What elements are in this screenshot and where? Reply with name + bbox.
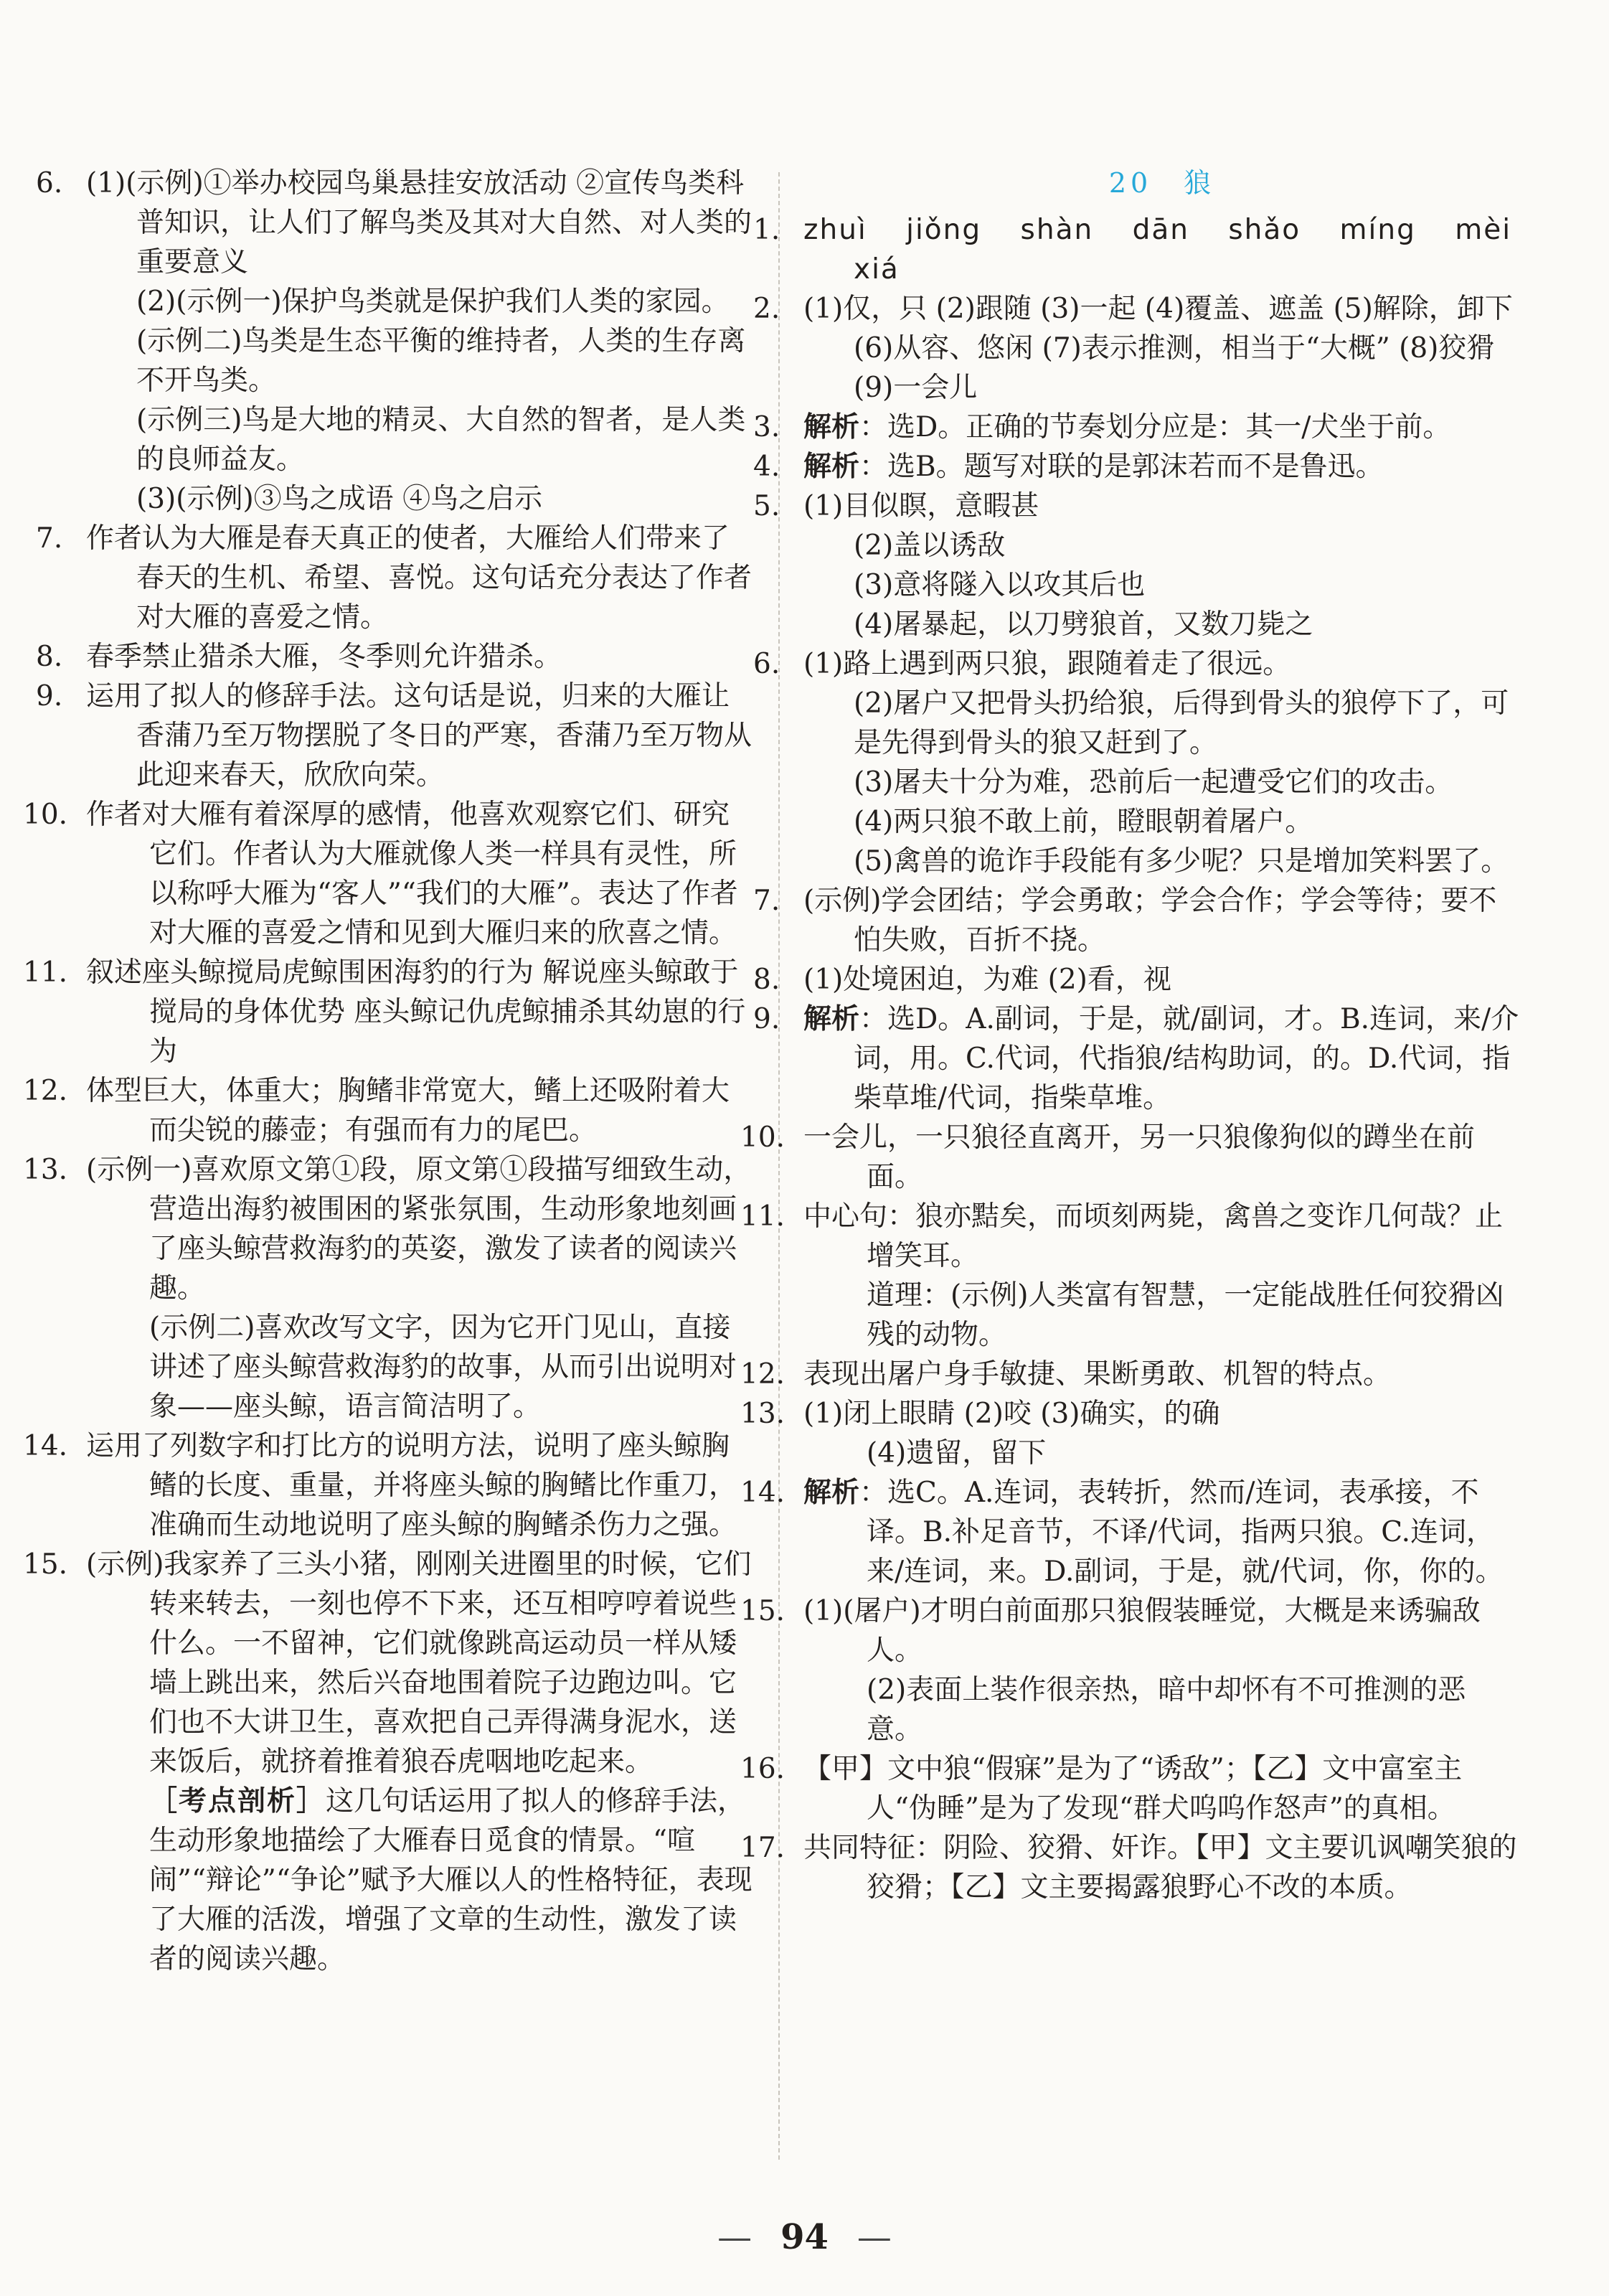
answer-text: 一会儿，一只狼径直离开，另一只狼像狗似的蹲坐在前面。 — [803, 1121, 1476, 1193]
answer-item: 11. 叙述座头鲸搅局虎鲸围困海豹的行为 解说座头鲸敢于搅局的身体优势 座头鲸记仇虎鲸捕杀其幼崽的行为 — [23, 956, 746, 1068]
answer-subline — [803, 842, 1521, 881]
analysis-label: 解析 — [803, 410, 860, 443]
answer-item: 4. 解析：选B。题写对联的是郭沫若而不是鲁迅。 — [753, 450, 1384, 483]
answer-text: (示例一)喜欢原文第①段，原文第①段描写细致生动，营造出海豹被围困的紧张氛围，生动形象地刻画了座头鲸营救海豹的英姿，激发了读者的阅读兴趣。 — [86, 1154, 752, 1304]
right-column — [740, 164, 1521, 1907]
answer-subline — [86, 479, 753, 519]
answer-text: 共同特征：阴险、狡猾、奸诈。【甲】文主要讥讽嘲笑狼的狡猾；【乙】文主要揭露狼野心不改的本质。 — [803, 1832, 1517, 1904]
answer-item: 7. 作者认为大雁是春天真正的使者，大雁给人们带来了春天的生机、希望、喜悦。这句话充分表达了作者对大雁的喜爱之情。 — [36, 522, 752, 634]
answer-text: (1)(屠户)才明白前面那只狼假装睡觉，大概是来诱骗敌人。 — [803, 1595, 1481, 1667]
page-number-value: 94 — [780, 2217, 829, 2257]
answer-text: (3)(示例)③鸟之成语 ④鸟之启示 — [136, 483, 543, 515]
section-title: 20 狼 — [1108, 167, 1216, 199]
answer-item: 9. 运用了拟人的修辞手法。这句话是说，归来的大雁让香蒲乃至万物摆脱了冬日的严寒，香蒲乃至万物从此迎来春天，欣欣向荣。 — [36, 680, 752, 791]
answer-subline — [803, 526, 1521, 565]
answer-item: 8. 春季禁止猎杀大雁，冬季则允许猎杀。 — [36, 641, 562, 673]
answer-text: (示例)学会团结；学会勇敢；学会合作；学会等待；要不怕失败，百折不挠。 — [803, 885, 1497, 956]
answer-text: (2)(示例一)保护鸟类就是保护我们人类的家园。 — [136, 286, 730, 318]
answer-text: 叙述座头鲸搅局虎鲸围困海豹的行为 解说座头鲸敢于搅局的身体优势 座头鲸记仇虎鲸捕杀其幼崽的行为 — [86, 956, 746, 1068]
answer-text: (1)处境困迫，为难 (2)看，视 — [803, 964, 1171, 996]
left-column — [23, 164, 753, 1979]
answer-text: ：选D。A.副词，于是，就/副词，才。B.连词，来/介词，用。C.代词，代指狼/结构助词，的。D.代词，指柴草堆/代词，指柴草堆。 — [854, 1003, 1519, 1114]
answer-text: (4)屠暴起，以刀劈狼首，又数刀毙之 — [854, 608, 1313, 641]
answer-text: 中心句：狼亦黠矣，而顷刻两毙，禽兽之变诈几何哉？止增笑耳。 — [803, 1200, 1504, 1272]
answer-text: 体型巨大，体重大；胸鳍非常宽大，鳍上还吸附着大而尖锐的藤壶；有强而有力的尾巴。 — [86, 1075, 730, 1147]
answer-text: (2)屠户又把骨头扔给狼，后得到骨头的狼停下了，可是先得到骨头的狼又赶到了。 — [854, 687, 1509, 759]
answer-text: 作者对大雁有着深厚的感情，他喜欢观察它们、研究它们。作者认为大雁就像人类一样具有灵性，所以称呼大雁为“客人”“我们的大雁”。表达了作者对大雁的喜爱之情和见到大雁归来的欣喜之情。 — [86, 799, 738, 949]
answer-text: 作者认为大雁是春天真正的使者，大雁给人们带来了春天的生机、希望、喜悦。这句话充分表达了作者对大雁的喜爱之情。 — [86, 522, 752, 634]
answer-item: 12. 体型巨大，体重大；胸鳍非常宽大，鳍上还吸附着大而尖锐的藤壶；有强而有力的尾巴。 — [23, 1075, 730, 1147]
answer-item: 10. 作者对大雁有着深厚的感情，他喜欢观察它们、研究它们。作者认为大雁就像人类一样具有灵性，所以称呼大雁为“客人”“我们的大雁”。表达了作者对大雁的喜爱之情和见到大雁归来的欣喜之情。 — [23, 799, 738, 949]
answer-text: 运用了拟人的修辞手法。这句话是说，归来的大雁让香蒲乃至万物摆脱了冬日的严寒，香蒲乃至万物从此迎来春天，欣欣向荣。 — [86, 680, 752, 791]
analysis-label: 解析 — [803, 1476, 860, 1509]
answer-text: (1)闭上眼睛 (2)咬 (3)确实，的确 — [803, 1398, 1220, 1430]
answer-item: 13. (1)闭上眼睛 (2)咬 (3)确实，的确 — [740, 1398, 1220, 1430]
answer-item: 15. (1)(屠户)才明白前面那只狼假装睡觉，大概是来诱骗敌人。 — [740, 1595, 1481, 1667]
answer-text: ：选B。题写对联的是郭沫若而不是鲁迅。 — [859, 451, 1384, 483]
answer-item: 8. (1)处境困迫，为难 (2)看，视 — [753, 964, 1171, 996]
answer-text: (3)意将隧入以攻其后也 — [854, 569, 1146, 601]
answer-text: 表现出屠户身手敏捷、果断勇敢、机智的特点。 — [803, 1358, 1392, 1391]
pinyin-line: zhuì jiǒng shàn dān shǎo míng mèi xiá — [803, 214, 1512, 286]
answer-text: (1)路上遇到两只狼，跟随着走了很远。 — [803, 648, 1291, 680]
answer-text: (1)仅，只 (2)跟随 (3)一起 (4)覆盖、遮盖 (5)解除，卸下 (6)从容、悠闲 (7)表示推测，相当于“大概” (8)狡猾 (9)一会儿 — [803, 293, 1513, 404]
answer-subline — [803, 684, 1521, 763]
answer-item: 2. (1)仅，只 (2)跟随 (3)一起 (4)覆盖、遮盖 (5)解除，卸下 (6)从容、悠闲 (7)表示推测，相当于“大概” (8)狡猾 (9)一会儿 — [753, 293, 1513, 404]
answer-item: 15. (示例)我家养了三头小猪，刚刚关进圈里的时候，它们转来转去，一刻也停不下来，还互相哼哼着说些什么。一不留神，它们就像跳高运动员一样从矮墙上跳出来，然后兴奋地围着院子边跑边叫。它们也不大讲卫生，喜欢把自己弄得满身泥水，送来饭后，就挤着推着狼吞虎咽地吃起来。 — [23, 1548, 752, 1778]
analysis-label: 解析 — [803, 1002, 860, 1035]
answer-item: 3. 解析：选D。正确的节奏划分应是：其一/犬坐于前。 — [753, 410, 1451, 443]
answer-text: (3)屠夫十分为难，恐前后一起遭受它们的攻击。 — [854, 766, 1453, 799]
answer-text: ：选D。正确的节奏划分应是：其一/犬坐于前。 — [859, 411, 1451, 443]
answer-text: (4)遗留，留下 — [867, 1437, 1047, 1469]
answer-text: (1)目似瞑，意暇甚 — [803, 490, 1039, 522]
answer-subline — [803, 1670, 1521, 1749]
answer-subline — [86, 321, 753, 400]
answer-item: 10. 一会儿，一只狼径直离开，另一只狼像狗似的蹲坐在前面。 — [740, 1121, 1476, 1193]
answer-item: 6. (1)路上遇到两只狼，跟随着走了很远。 — [753, 648, 1291, 680]
answer-text: ：选C。A.连词，表转折，然而/连词，表承接，不译。B.补足音节，不译/代词，指两只狼。C.连词，来/连词，来。D.副词，于是，就/代词，你，你的。 — [859, 1477, 1504, 1588]
answer-item: 16. 【甲】文中狼“假寐”是为了“诱敌”；【乙】文中富室主人“伪睡”是为了发现“群犬呜呜作怒声”的真相。 — [740, 1753, 1463, 1825]
answer-subline — [86, 400, 753, 479]
answer-subline — [803, 565, 1521, 605]
answer-subline — [803, 1276, 1521, 1355]
answer-text: (示例三)鸟是大地的精灵、大自然的智者，是人类的良师益友。 — [136, 404, 746, 476]
answer-text: 道理：(示例)人类富有智慧，一定能战胜任何狡猾凶残的动物。 — [867, 1279, 1504, 1351]
answer-subline — [803, 605, 1521, 644]
answer-subline — [803, 763, 1521, 802]
answer-text: (示例)我家养了三头小猪，刚刚关进圈里的时候，它们转来转去，一刻也停不下来，还互相哼哼着说些什么。一不留神，它们就像跳高运动员一样从矮墙上跳出来，然后兴奋地围着院子边跑边叫。它们也不大讲卫生，喜欢把自己弄得满身泥水，送来饭后，就挤着推着狼吞虎咽地吃起来。 — [86, 1548, 752, 1778]
answer-subline — [803, 802, 1521, 842]
answer-item: 6. (1)(示例)①举办校园鸟巢悬挂安放活动 ②宣传鸟类科普知识，让人们了解鸟类及其对大自然、对人类的重要意义 — [36, 167, 752, 278]
answer-item: 9. 解析：选D。A.副词，于是，就/副词，才。B.连词，来/介词，用。C.代词，代指狼/结构助词，的。D.代词，指柴草堆/代词，指柴草堆。 — [753, 1002, 1519, 1114]
answer-item: 12. 表现出屠户身手敏捷、果断勇敢、机智的特点。 — [740, 1358, 1392, 1391]
answer-item: 17. 共同特征：阴险、狡猾、奸诈。【甲】文主要讥讽嘲笑狼的狡猾；【乙】文主要揭露狼野心不改的本质。 — [740, 1832, 1517, 1904]
answer-item: 1. zhuì jiǒng shàn dān shǎo míng mèi xiá — [753, 214, 1512, 286]
answer-text: 运用了列数字和打比方的说明方法，说明了座头鲸胸鳍的长度、重量，并将座头鲸的胸鳍比作重刀，准确而生动地说明了座头鲸的胸鳍杀伤力之强。 — [86, 1430, 737, 1541]
answer-text: (2)表面上装作很亲热，暗中却怀有不可推测的恶意。 — [867, 1674, 1466, 1746]
analysis-text: 这几句话运用了拟人的修辞手法，生动形象地描绘了大雁春日觅食的情景。“喧闹”“辩论”“争论”赋予大雁以人的性格特征，表现了大雁的活泼，增强了文章的生动性，激发了读者的阅读兴趣。 — [149, 1785, 752, 1975]
answer-text: (示例二)鸟类是生态平衡的维持者，人类的生存离不开鸟类。 — [136, 325, 746, 397]
page-number: — 94 — — [717, 2217, 892, 2257]
answer-item: 5. (1)目似瞑，意暇甚 — [753, 490, 1039, 522]
answer-item: 7. (示例)学会团结；学会勇敢；学会合作；学会等待；要不怕失败，百折不挠。 — [753, 885, 1497, 956]
answer-text: 春季禁止猎杀大雁，冬季则允许猎杀。 — [86, 641, 562, 673]
answer-item: 14. 运用了列数字和打比方的说明方法，说明了座头鲸胸鳍的长度、重量，并将座头鲸的胸鳍比作重刀，准确而生动地说明了座头鲸的胸鳍杀伤力之强。 — [23, 1430, 737, 1541]
answer-text: (示例二)喜欢改写文字，因为它开门见山，直接讲述了座头鲸营救海豹的故事，从而引出说明对象——座头鲸，语言简洁明了。 — [149, 1312, 737, 1423]
analysis-label: ［考点剖析］ — [149, 1784, 326, 1817]
answer-subline — [86, 282, 753, 321]
answer-text: (5)禽兽的诡诈手段能有多少呢？只是增加笑料罢了。 — [854, 845, 1509, 878]
answer-item: 11. 中心句：狼亦黠矣，而顷刻两毙，禽兽之变诈几何哉？止增笑耳。 — [740, 1200, 1504, 1272]
answer-item: 13. (示例一)喜欢原文第①段，原文第①段描写细致生动，营造出海豹被围困的紧张氛围，生动形象地刻画了座头鲸营救海豹的英姿，激发了读者的阅读兴趣。 — [23, 1154, 752, 1304]
analysis-block — [86, 1782, 753, 1979]
answer-text: (2)盖以诱敌 — [854, 530, 1006, 562]
answer-text: 【甲】文中狼“假寐”是为了“诱敌”；【乙】文中富室主人“伪睡”是为了发现“群犬呜呜作怒声”的真相。 — [803, 1753, 1463, 1825]
answer-text: (4)两只狼不敢上前，瞪眼朝着屠户。 — [854, 806, 1313, 838]
answer-text: (1)(示例)①举办校园鸟巢悬挂安放活动 ②宣传鸟类科普知识，让人们了解鸟类及其对大自然、对人类的重要意义 — [86, 167, 752, 278]
analysis-label: 解析 — [803, 450, 860, 483]
answer-subline — [803, 1434, 1521, 1473]
answer-item: 14. 解析：选C。A.连词，表转折，然而/连词，表承接，不译。B.补足音节，不译/代词，指两只狼。C.连词，来/连词，来。D.副词，于是，就/代词，你，你的。 — [740, 1476, 1504, 1588]
answer-subline — [86, 1308, 753, 1426]
